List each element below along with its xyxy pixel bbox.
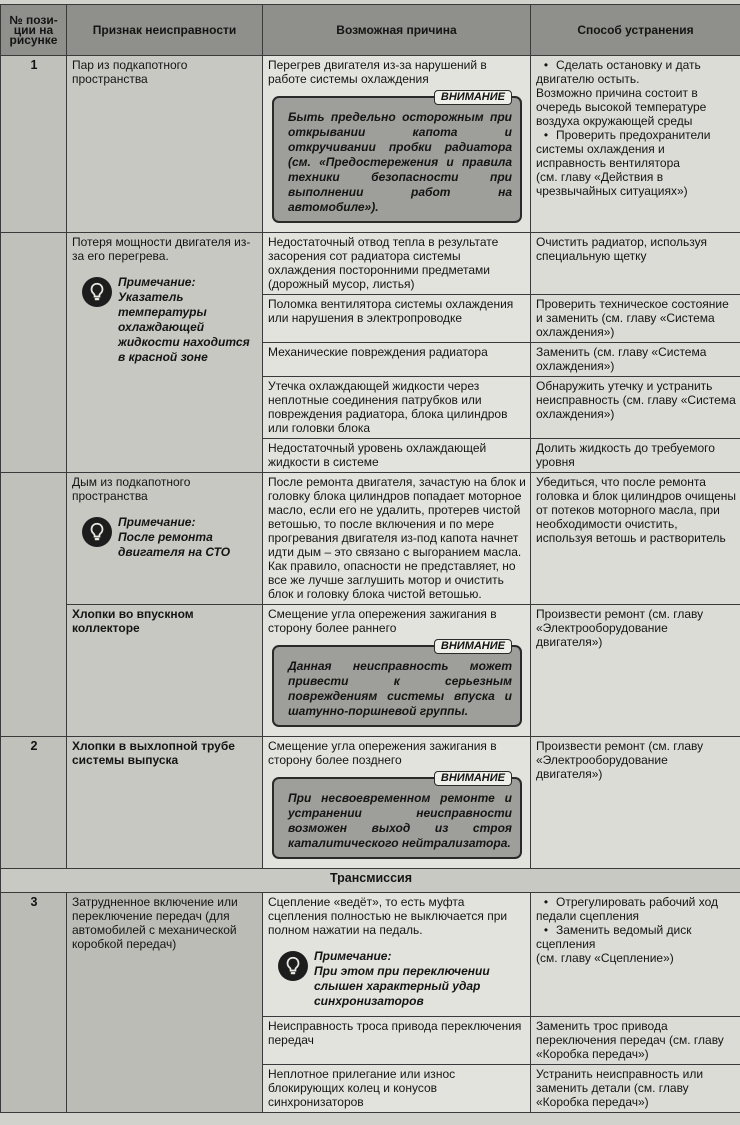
warning-box [272, 772, 522, 859]
lightbulb-icon [82, 277, 112, 307]
symptom-cell: Хлопки во впускном коллекторе [67, 605, 263, 737]
bullet-icon: • [543, 923, 549, 937]
remedy-cell: Обнаружить утечку и устранить неисправность (см. главу «Система охлаждения») [531, 377, 740, 439]
bullet-icon: • [543, 128, 549, 142]
remedy-cell: Устранить неисправность или заменить детали (см. главу «Коробка передач») [531, 1065, 740, 1113]
warning-tag: ВНИМАНИЕ [434, 639, 512, 654]
remedy-bullet-text: Сделать остановку и дать двигателю остыть. [536, 58, 701, 86]
table-row [1, 473, 740, 605]
remedy-cell: Убедиться, что после ремонта головка и блок цилиндров очищены от потеков моторного масла, при необходимости очистить, используя ветошь и растворитель [531, 473, 740, 605]
note-head: Примечание: [118, 515, 196, 529]
position-number-empty [1, 233, 67, 473]
position-number: 3 [1, 893, 67, 1113]
cause-cell: Неисправность троса привода переключения передач [263, 1017, 531, 1065]
remedy-cell: Произвести ремонт (см. главу «Электрооборудование двигателя») [531, 737, 740, 869]
header-remedy: Способ устранения [531, 5, 740, 56]
note-head: Примечание: [118, 275, 196, 289]
section-row [1, 869, 740, 893]
lightbulb-icon [278, 951, 308, 981]
remedy-cell: Заменить трос привода переключения передач (см. главу «Коробка передач») [531, 1017, 740, 1065]
symptom-cell: Затрудненное включение или переключение передач (для автомобилей с механической коробкой передач) [67, 893, 263, 1113]
cause-text: Перегрев двигателя из-за нарушений в работе системы охлаждения [268, 58, 487, 86]
table-row [1, 737, 740, 869]
cause-text: Смещение угла опережения зажигания в сторону более раннего [268, 607, 497, 635]
cause-cell: Недостаточный уровень охлаждающей жидкости в системе [263, 439, 531, 473]
cause-cell [263, 605, 531, 737]
header-symptom: Признак неисправности [67, 5, 263, 56]
remedy-bullet-text: Заменить ведомый диск сцепления [536, 923, 692, 951]
section-title: Трансмиссия [1, 869, 740, 893]
cause-cell [263, 893, 531, 1017]
note-block [278, 949, 526, 1009]
remedy-bullet [536, 58, 736, 86]
cause-cell: Поломка вентилятора системы охлаждения или нарушения в электропроводке [263, 295, 531, 343]
remedy-cell: Очистить радиатор, используя специальную щетку [531, 233, 740, 295]
note-text: После ремонта двигателя на СТО [118, 530, 231, 559]
remedy-cell: Проверить техническое состояние и заменить (см. главу «Система охлаждения») [531, 295, 740, 343]
troubleshooting-table [0, 4, 740, 1113]
header-cause: Возможная причина [263, 5, 531, 56]
cause-cell: Недостаточный отвод тепла в результате засорения сот радиатора системы охлаждения посторонними предметами (дорожный мусор, листья) [263, 233, 531, 295]
warning-text: Быть предельно осторожным при открывании капота и откручивании пробки радиатора (см. «Предостережения и правила техники безопасности при выполнении работ на автомобиле»). [288, 110, 512, 214]
symptom-text: Потеря мощности двигателя из-за его перегрева. [72, 235, 251, 263]
remedy-bullet-text: Отрегулировать рабочий ход педали сцепления [536, 895, 718, 923]
cause-cell [263, 56, 531, 233]
table-header-row [1, 5, 740, 56]
remedy-bullet [536, 923, 736, 951]
remedy-bullet [536, 128, 736, 170]
symptom-cell: Пар из подкапотного пространства [67, 56, 263, 233]
note-block [82, 515, 258, 560]
symptom-text: Дым из подкапотного пространства [72, 475, 191, 503]
warning-box [272, 640, 522, 727]
remedy-bullet-text: Проверить предохранители системы охлаждения и исправность вентилятора [536, 128, 711, 170]
warning-tag: ВНИМАНИЕ [434, 90, 512, 105]
bullet-icon: • [543, 895, 549, 909]
cause-cell: Неплотное прилегание или износ блокирующих колец и конусов синхронизаторов [263, 1065, 531, 1113]
note-content [118, 515, 258, 560]
position-number: 1 [1, 56, 67, 233]
warning-box [272, 91, 522, 223]
cause-text: Смещение угла опережения зажигания в сторону более позднего [268, 739, 497, 767]
remedy-cell [531, 893, 740, 1017]
note-text: Указатель температуры охлаждающей жидкости находится в красной зоне [118, 290, 250, 364]
note-text: При этом при переключении слышен характерный удар синхронизаторов [314, 964, 490, 1008]
lightbulb-icon [82, 517, 112, 547]
table-row [1, 893, 740, 1017]
remedy-bullet [536, 895, 736, 923]
cause-cell: Механические повреждения радиатора [263, 343, 531, 377]
remedy-text: (см. главу «Действия в чрезвычайных ситуациях») [536, 170, 688, 198]
bullet-icon: • [543, 58, 549, 72]
note-head: Примечание: [314, 949, 392, 963]
note-content [314, 949, 526, 1009]
cause-text: Сцепление «ведёт», то есть муфта сцепления полностью не выключается при полном нажатии на педаль. [268, 895, 508, 937]
remedy-cell: Заменить (см. главу «Система охлаждения») [531, 343, 740, 377]
cause-cell [263, 737, 531, 869]
warning-tag: ВНИМАНИЕ [434, 771, 512, 786]
position-number-empty [1, 473, 67, 737]
note-block [82, 275, 258, 365]
remedy-text: (см. главу «Сцепление») [536, 951, 674, 965]
cause-cell: Утечка охлаждающей жидкости через неплотные соединения патрубков или повреждения радиатора, блока цилиндров или головки блока [263, 377, 531, 439]
table-row [1, 605, 740, 737]
header-position-number: № пози-ции на рисунке [1, 5, 67, 56]
symptom-cell [67, 233, 263, 473]
table-row [1, 233, 740, 295]
remedy-cell: Долить жидкость до требуемого уровня [531, 439, 740, 473]
cause-cell: После ремонта двигателя, зачастую на блок и головку блока цилиндров попадает моторное масло, если его не удалить, протерев чистой ветошью, то после включения и по мере прогревания двигателя из-под капота начнет идти дым – это связано с выгоранием масла. Как правило, опасности не представляет, но все же лучше заглушить мотор и очистить блок и головку блока чистой ветошью. [263, 473, 531, 605]
table-row [1, 56, 740, 233]
symptom-cell: Хлопки в выхлопной трубе системы выпуска [67, 737, 263, 869]
remedy-cell: Произвести ремонт (см. главу «Электрооборудование двигателя») [531, 605, 740, 737]
warning-text: Данная неисправность может привести к серьезным повреждениям системы впуска и шатунно-поршневой группы. [288, 659, 512, 718]
position-number: 2 [1, 737, 67, 869]
remedy-text: Возможно причина состоит в очередь высокой температуре воздуха окружающей среды [536, 86, 707, 128]
remedy-cell [531, 56, 740, 233]
symptom-cell [67, 473, 263, 605]
note-content [118, 275, 258, 365]
warning-text: При несвоевременном ремонте и устранении неисправности возможен выход из строя каталитического нейтрализатора. [288, 791, 512, 850]
